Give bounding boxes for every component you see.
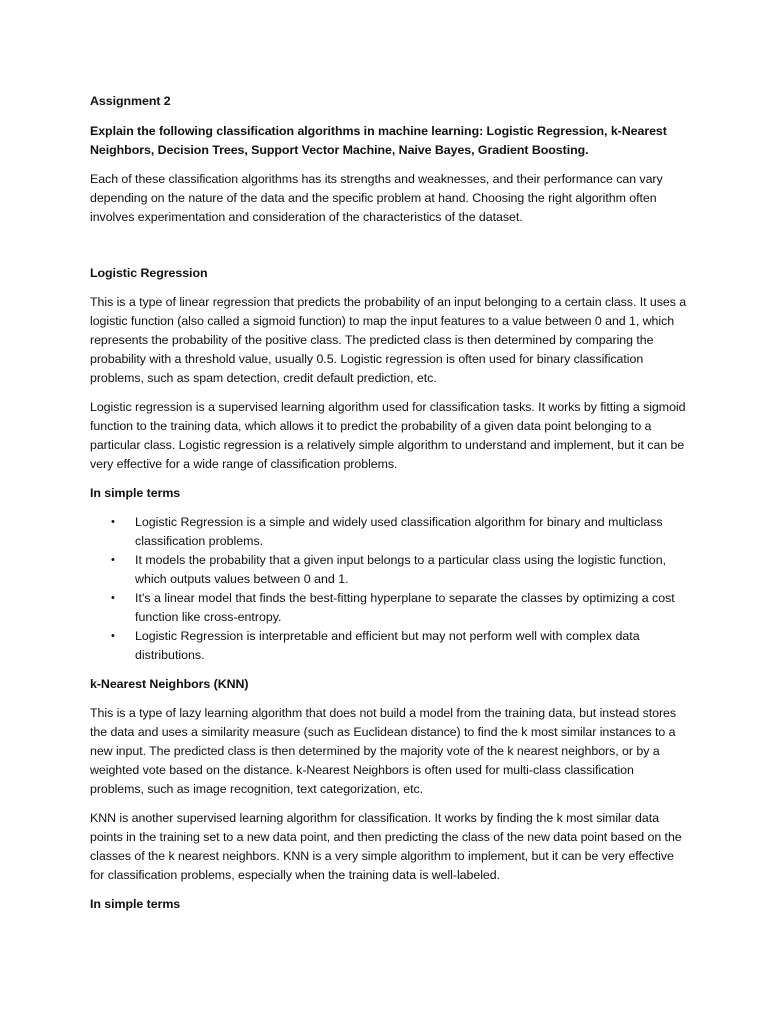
intro-paragraph: Each of these classification algorithms has its strengths and weaknesses, and their performance can vary depending on the nature of the data and the specific problem at hand. Choosing the right algorithm often involves experimentation and consideration of the characteristics of the dataset. bbox=[90, 172, 663, 224]
list-item-text: It’s a linear model that finds the best-fitting hyperplane to separate the classes by optimizing a cost function like cross-entropy. bbox=[135, 591, 675, 624]
bullet-icon: • bbox=[111, 554, 115, 566]
list-item bbox=[90, 627, 690, 665]
logistic-bullet-list bbox=[90, 513, 690, 665]
knn-simple-terms-heading: In simple terms bbox=[90, 897, 181, 911]
document-page bbox=[90, 92, 690, 924]
bullet-icon: • bbox=[111, 630, 115, 642]
question-text: Explain the following classification algorithms in machine learning: Logistic Regression, k-Nearest Neighbors, Decision Trees, Support Vector Machine, Naive Bayes, Gradient Boosting. bbox=[90, 124, 667, 157]
list-item-text: It models the probability that a given input belongs to a particular class using the logistic function, which outputs values between 0 and 1. bbox=[135, 553, 667, 586]
list-item bbox=[90, 589, 690, 627]
section-spacer bbox=[90, 237, 690, 264]
knn-paragraph-1: This is a type of lazy learning algorithm that does not build a model from the training data, but instead stores the data and uses a similarity measure (such as Euclidean distance) to find the k most similar instances to a new input. The predicted class is then determined by the majority vote of the k nearest neighbors, or by a weighted vote based on the distance. k-Nearest Neighbors is often used for multi-class classification problems, such as image recognition, text categorization, etc. bbox=[90, 706, 677, 796]
assignment-title: Assignment 2 bbox=[90, 94, 171, 108]
logistic-regression-paragraph-1: This is a type of linear regression that predicts the probability of an input belonging to a certain class. It uses a logistic function (also called a sigmoid function) to map the input features to a value between 0 and 1, which represents the probability of the positive class. The predicted class is then determined by comparing the probability with a threshold value, usually 0.5. Logistic regression is often used for binary classification problems, such as spam detection, credit default prediction, etc. bbox=[90, 295, 687, 385]
list-item-text: Logistic Regression is a simple and widely used classification algorithm for binary and multiclass classification problems. bbox=[135, 515, 663, 548]
bullet-icon: • bbox=[111, 592, 115, 604]
knn-heading: k-Nearest Neighbors (KNN) bbox=[90, 677, 249, 691]
list-item bbox=[90, 551, 690, 589]
bullet-icon: • bbox=[111, 516, 115, 528]
logistic-simple-terms-heading: In simple terms bbox=[90, 486, 181, 500]
list-item bbox=[90, 513, 690, 551]
knn-paragraph-2: KNN is another supervised learning algorithm for classification. It works by finding the k most similar data points in the training set to a new data point, and then predicting the class of the new data point based on the classes of the k nearest neighbors. KNN is a very simple algorithm to implement, but it can be very effective for classification problems, especially when the training data is well-labeled. bbox=[90, 811, 682, 882]
logistic-regression-heading: Logistic Regression bbox=[90, 266, 208, 280]
logistic-regression-paragraph-2: Logistic regression is a supervised learning algorithm used for classification tasks. It works by fitting a sigmoid function to the training data, which allows it to predict the probability of a given data point belonging to a particular class. Logistic regression is a relatively simple algorithm to understand and implement, but it can be very effective for a wide range of classification problems. bbox=[90, 400, 686, 471]
list-item-text: Logistic Regression is interpretable and efficient but may not perform well with complex data distributions. bbox=[135, 629, 640, 662]
